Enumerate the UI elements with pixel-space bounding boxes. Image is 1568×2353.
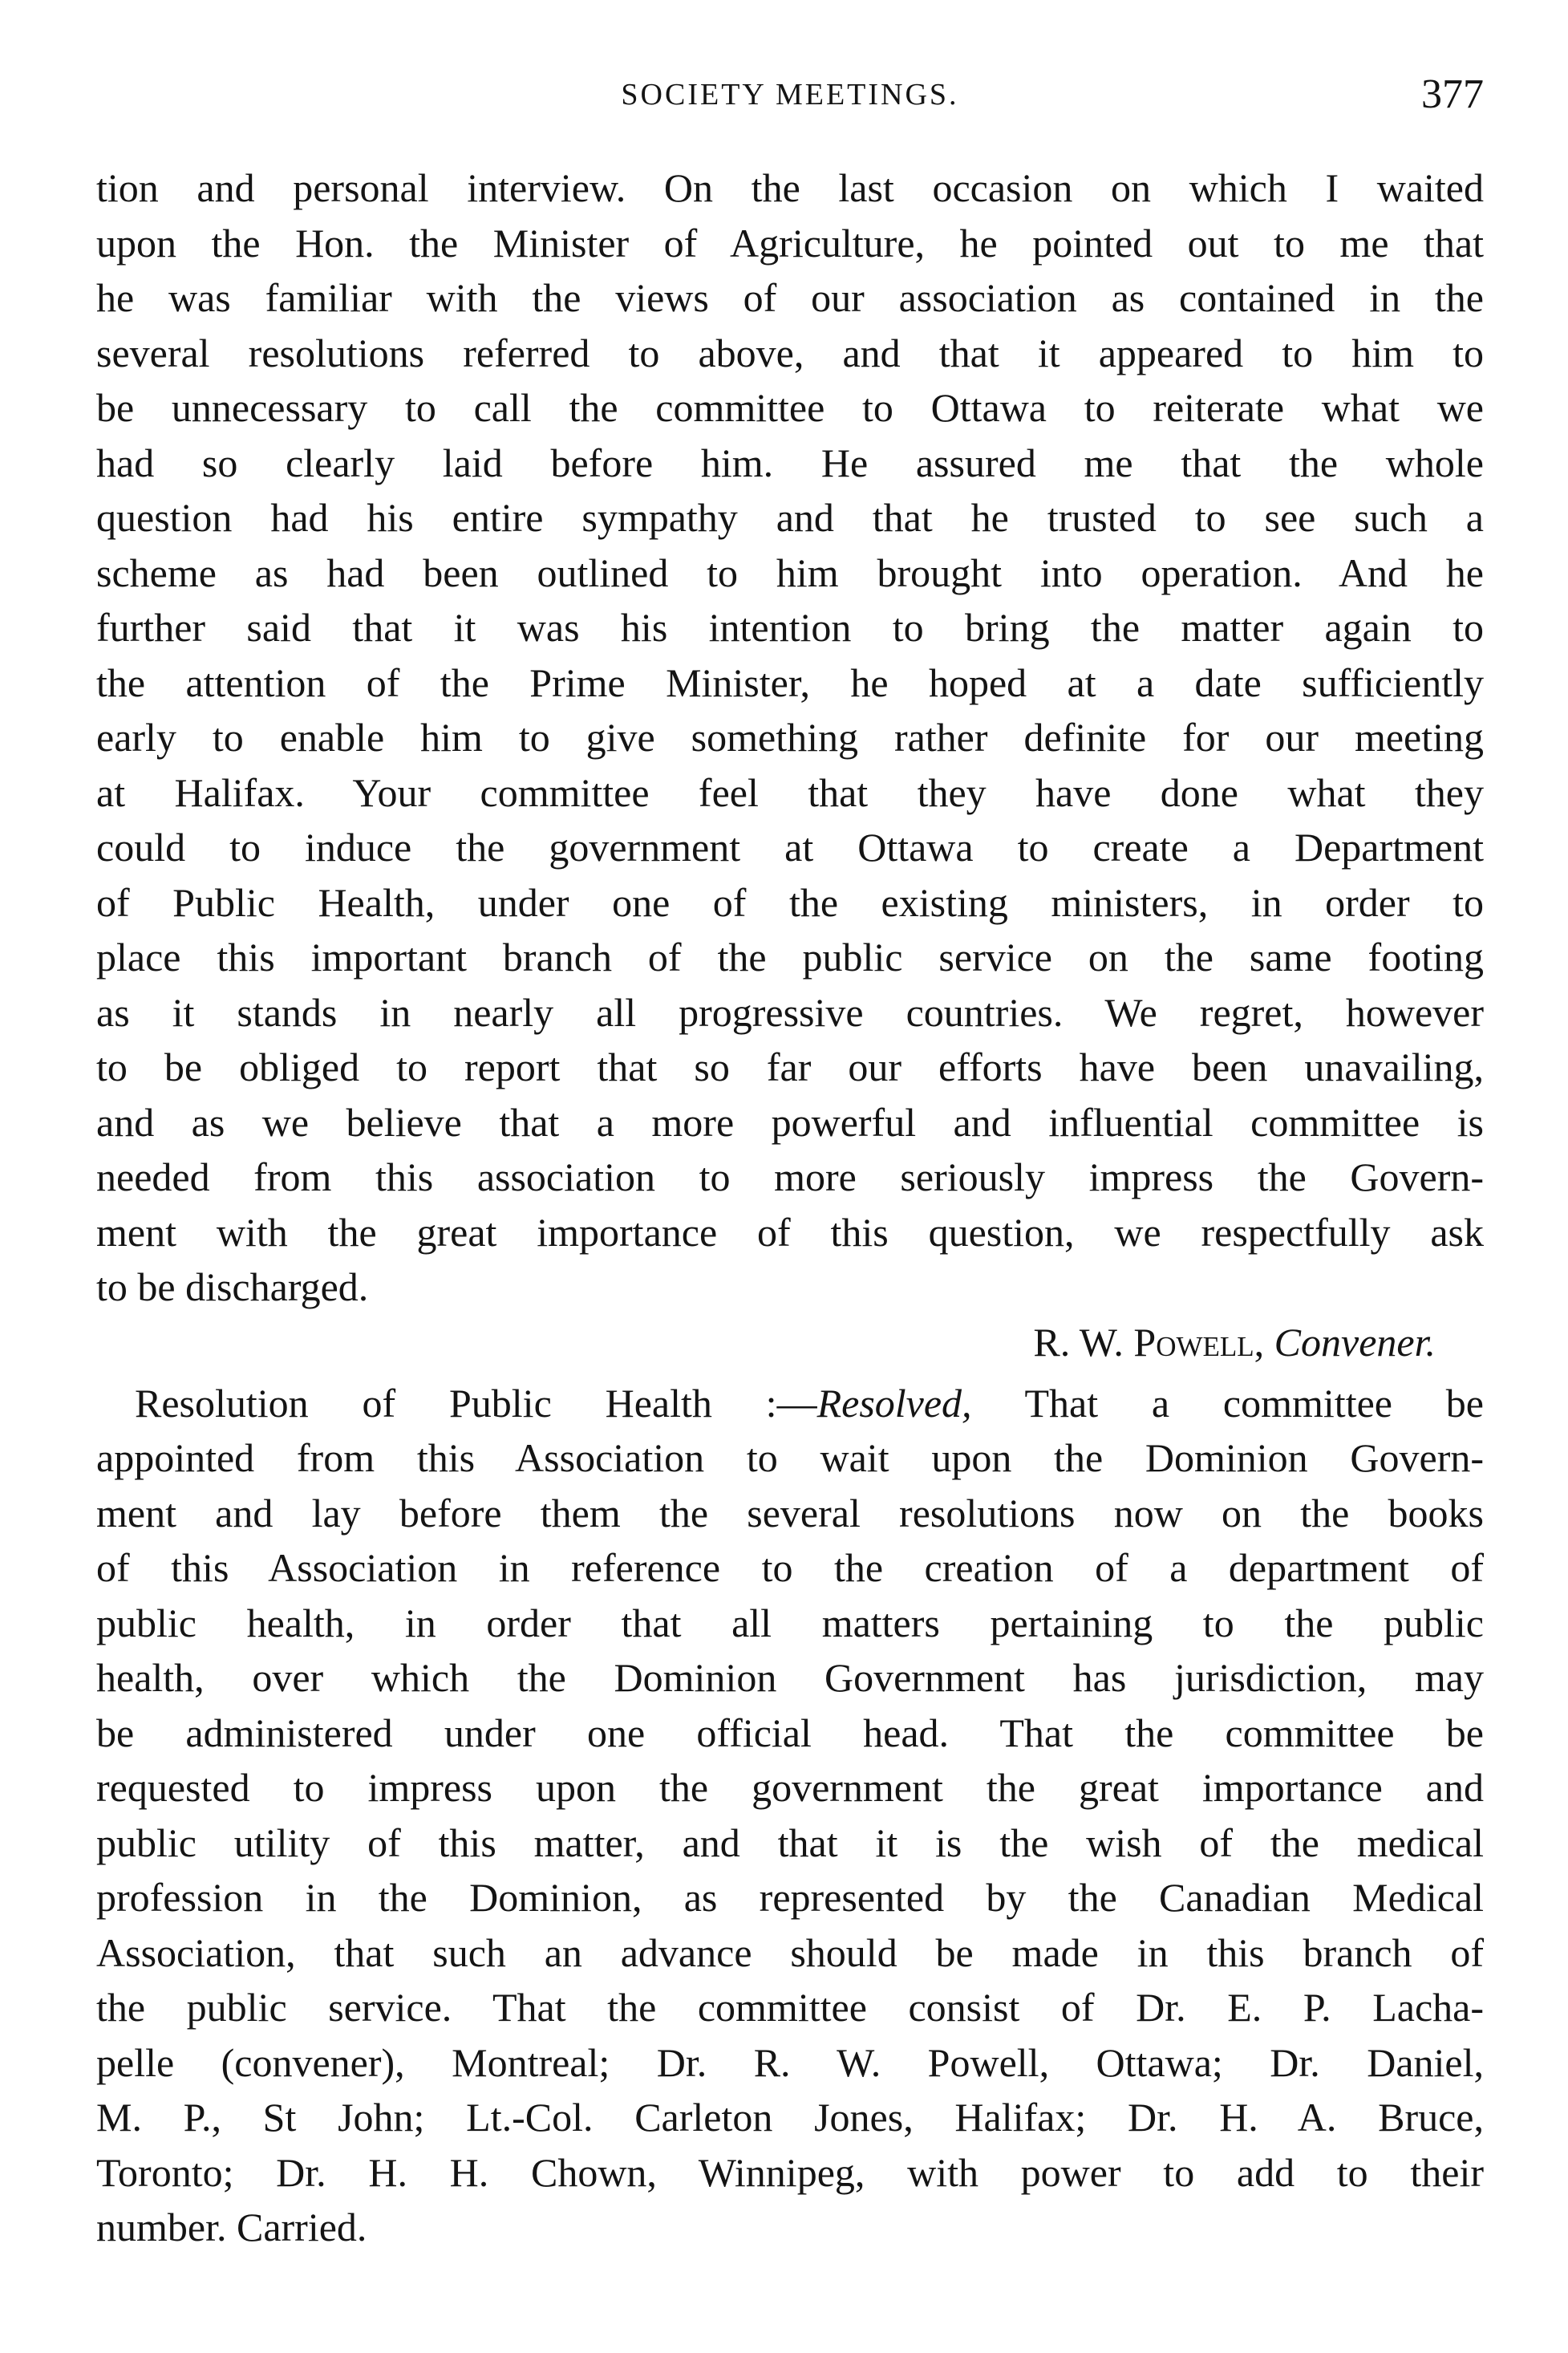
text-line: public health, in order that all matters pertaining to the public <box>96 1600 1484 1645</box>
text-line: early to enable him to give something rather definite for our meeting <box>96 715 1484 760</box>
text-line: Toronto; Dr. H. H. Chown, Winnipeg, with power to add to their <box>96 2149 1484 2195</box>
text-line: be unnecessary to call the committee to Ottawa to reiterate what we <box>96 385 1484 430</box>
text-line: pelle (convener), Montreal; Dr. R. W. Powell, Ottawa; Dr. Daniel, <box>96 2039 1484 2085</box>
text-line: ment with the great importance of this question, we respectfully ask <box>96 1209 1484 1255</box>
report-signature <box>96 1315 1484 1373</box>
resolution-resolved: Resolved, <box>816 1380 972 1426</box>
text-line: be administered under one official head. That the committee be <box>96 1710 1484 1755</box>
text-line: of this Association in reference to the creation of a department of <box>96 1545 1484 1590</box>
committee-report-paragraph <box>96 160 1484 1315</box>
running-head: SOCIETY MEETINGS. <box>621 78 959 112</box>
text-line: several resolutions referred to above, and that it appeared to him to <box>96 330 1484 375</box>
resolution-lead-rest: That a committee be <box>971 1380 1484 1426</box>
text-line: needed from this association to more seriously impress the Govern- <box>96 1154 1484 1199</box>
text-line: Association, that such an advance should be made in this branch of <box>96 1929 1484 1975</box>
text-line: health, over which the Dominion Government has jurisdiction, may <box>96 1655 1484 1700</box>
text-line: ment and lay before them the several resolutions now on the books <box>96 1490 1484 1536</box>
resolution-paragraph <box>96 1376 1484 2255</box>
page-header <box>96 71 1484 127</box>
text-line: he was familiar with the views of our association as contained in the <box>96 275 1484 320</box>
resolution-lead: Resolution of Public Health :— <box>135 1380 817 1426</box>
text-line: at Halifax. Your committee feel that they have done what they <box>96 769 1484 815</box>
text-line: question had his entire sympathy and that he trusted to see such a <box>96 495 1484 540</box>
text-line: profession in the Dominion, as represented by the Canadian Medical <box>96 1875 1484 1920</box>
text-line: to be obliged to report that so far our efforts have been unavailing, <box>96 1045 1484 1089</box>
signature-role: Convener. <box>1274 1319 1436 1365</box>
text-line: public utility of this matter, and that it is the wish of the medical <box>96 1820 1484 1865</box>
text-line: as it stands in nearly all progressive countries. We regret, however <box>96 989 1484 1035</box>
text-line: could to induce the government at Ottawa to create a Department <box>96 825 1484 870</box>
text-line: the attention of the Prime Minister, he hoped at a date sufficiently <box>96 659 1484 705</box>
resolution-lead-line <box>96 1376 1484 1431</box>
text-line: number. Carried. <box>96 2205 367 2250</box>
text-line: to be discharged. <box>96 1264 369 1309</box>
text-line: and as we believe that a more powerful and influential committee is <box>96 1099 1484 1145</box>
text-line: appointed from this Association to wait upon the Dominion Govern- <box>96 1435 1484 1480</box>
page-number: 377 <box>1421 71 1484 117</box>
text-line: had so clearly laid before him. He assured me that the whole <box>96 440 1484 485</box>
text-line: further said that it was his intention to bring the matter again to <box>96 605 1484 650</box>
signature-name: R. W. Powell, <box>1033 1319 1265 1365</box>
body-text <box>96 160 1484 2255</box>
text-line: M. P., St John; Lt.-Col. Carleton Jones, Halifax; Dr. H. A. Bruce, <box>96 2095 1484 2140</box>
text-line: of Public Health, under one of the existing ministers, in order to <box>96 879 1484 925</box>
text-line: place this important branch of the public service on the same footing <box>96 935 1484 980</box>
text-line: scheme as had been outlined to him brought into operation. And he <box>96 550 1484 595</box>
text-line: tion and personal interview. On the last occasion on which I waited <box>96 165 1484 210</box>
text-line: upon the Hon. the Minister of Agriculture, he pointed out to me that <box>96 220 1484 266</box>
text-line: the public service. That the committee consist of Dr. E. P. Lacha- <box>96 1985 1484 2030</box>
text-line: requested to impress upon the government the great importance and <box>96 1765 1484 1810</box>
